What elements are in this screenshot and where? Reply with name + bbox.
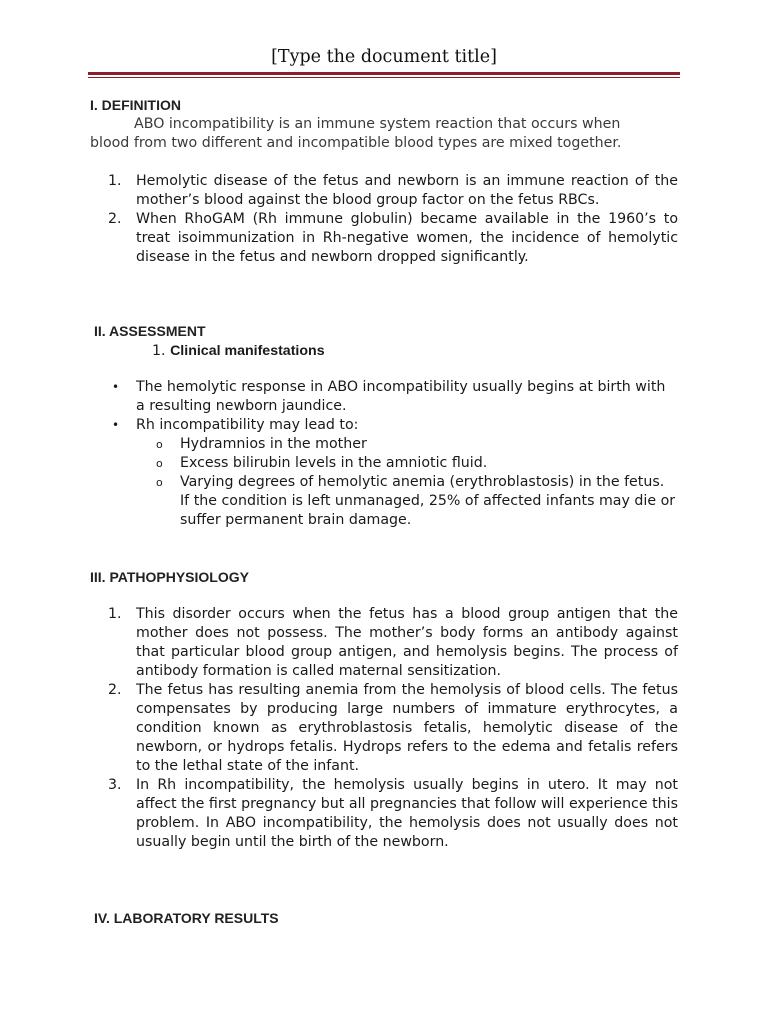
- sub-bullet-marker: o: [156, 476, 163, 489]
- bullet-text: The hemolytic response in ABO incompatibility usually begins at birth with a resulting newborn jaundice.: [136, 379, 666, 414]
- definition-list: [108, 172, 678, 267]
- list-number: 1.: [108, 173, 122, 189]
- sub-bullet-item: [156, 473, 676, 530]
- list-text: The fetus has resulting anemia from the hemolysis of blood cells. The fetus compensates by producing large numbers of immature erythrocytes, a condition known as erythroblastosis fetalis, hemolytic disease of the newborn, or hydrops fetalis. Hydrops refers to the edema and fetalis refers to the lethal state of the infant.: [136, 682, 678, 774]
- list-number: 2.: [108, 211, 122, 227]
- sub-bullet-marker: o: [156, 438, 163, 451]
- sub-bullet-text: Hydramnios in the mother: [180, 436, 367, 452]
- title-rule-thin: [88, 77, 680, 78]
- bullet-marker: •: [112, 418, 120, 432]
- document-title: [Type the document title]: [271, 47, 497, 67]
- assessment-heading: II. ASSESSMENT: [94, 323, 206, 339]
- pathophysiology-list-item: [108, 681, 678, 776]
- title-rule-thick: [88, 72, 680, 75]
- bullet-item: [112, 378, 672, 416]
- definition-intro-line1: ABO incompatibility is an immune system reaction that occurs when: [134, 116, 621, 132]
- definition-list-item: [108, 172, 678, 210]
- subheading-title: Clinical manifestations: [170, 343, 325, 359]
- sub-bullet-marker: o: [156, 457, 163, 470]
- list-number: 1.: [108, 606, 122, 622]
- list-text: When RhoGAM (Rh immune globulin) became available in the 1960’s to treat isoimmunization in Rh-negative women, the incidence of hemolytic disease in the fetus and newborn dropped significantly.: [136, 211, 678, 265]
- pathophysiology-list: [108, 605, 678, 852]
- list-text: Hemolytic disease of the fetus and newborn is an immune reaction of the mother’s blood against the blood group factor on the fetus RBCs.: [136, 173, 678, 208]
- pathophysiology-list-item: [108, 605, 678, 681]
- definition-heading: I. DEFINITION: [90, 97, 181, 113]
- assessment-sub-bullet-list: [156, 435, 676, 530]
- list-number: 3.: [108, 777, 122, 793]
- laboratory-heading: IV. LABORATORY RESULTS: [94, 910, 279, 926]
- bullet-marker: •: [112, 380, 120, 394]
- sub-bullet-item: [156, 454, 676, 473]
- clinical-manifestations-subheading: [152, 342, 325, 361]
- sub-bullet-item: [156, 435, 676, 454]
- assessment-bullet-list: [112, 378, 672, 435]
- bullet-item: [112, 416, 672, 435]
- list-text: In Rh incompatibility, the hemolysis usually begins in utero. It may not affect the first pregnancy but all pregnancies that follow will experience this problem. In ABO incompatibility, the hemolysis does not usually does not usually begin until the birth of the newborn.: [136, 777, 678, 850]
- subheading-number: 1.: [152, 343, 166, 359]
- pathophysiology-heading: III. PATHOPHYSIOLOGY: [90, 569, 249, 585]
- definition-intro-line2: blood from two different and incompatible blood types are mixed together.: [90, 135, 622, 151]
- definition-list-item: [108, 210, 678, 267]
- sub-bullet-text: Excess bilirubin levels in the amniotic fluid.: [180, 455, 488, 471]
- sub-bullet-text: Varying degrees of hemolytic anemia (erythroblastosis) in the fetus. If the condition is left unmanaged, 25% of affected infants may die or suffer permanent brain damage.: [180, 474, 676, 528]
- pathophysiology-list-item: [108, 776, 678, 852]
- bullet-text: Rh incompatibility may lead to:: [136, 417, 359, 433]
- list-text: This disorder occurs when the fetus has a blood group antigen that the mother does not possess. The mother’s body forms an antibody against that particular blood group antigen, and hemolysis begins. The process of antibody formation is called maternal sensitization.: [136, 606, 678, 679]
- list-number: 2.: [108, 682, 122, 698]
